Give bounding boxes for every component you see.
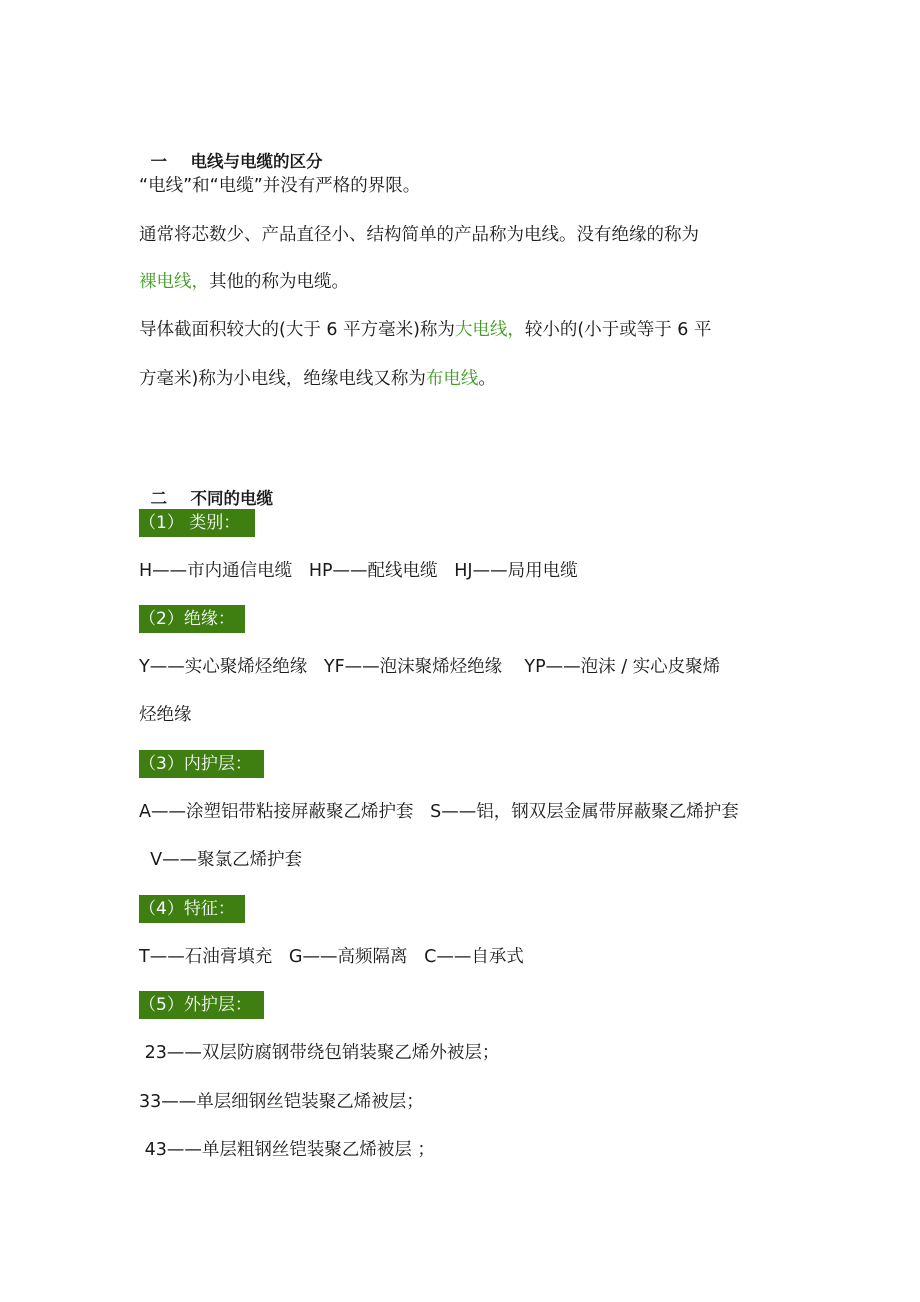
paragraph-1: “电线”和“电缆”并没有严格的界限。 [139,176,421,196]
section-2-number: 二 [150,489,167,508]
feature-label: （4）特征： [139,895,245,923]
outer-sheath-label: （5）外护层： [139,991,264,1019]
section-1-heading [139,126,323,174]
inner-sheath-line-1: A——涂塑铝带粘接屏蔽聚乙烯护套 S——铝，钢双层金属带屏蔽聚乙烯护套 [139,802,739,822]
inner-sheath-line-2: V——聚氯乙烯护套 [139,850,303,870]
paragraph-3-text-b: 较小的(小于或等于 6 平 [524,320,712,340]
category-label: （1） 类别： [139,509,255,537]
inner-sheath-label: （3）内护层： [139,750,264,778]
cloth-wire-term: 布电线 [425,369,479,389]
paragraph-3-line-2 [139,367,496,391]
section-1-title: 电线与电缆的区分 [190,152,323,171]
feature-text: T——石油膏填充 G——高频隔离 C——自承式 [139,947,524,967]
paragraph-2-line-2 [139,270,349,294]
bare-wire-term: 裸电线， [139,272,209,292]
section-2-title: 不同的电缆 [190,489,273,508]
section-2-heading [139,463,273,511]
category-text: H——市内通信电缆 HP——配线电缆 HJ——局用电缆 [139,561,578,581]
paragraph-2-line-1: 通常将芯数少、产品直径小、结构简单的产品称为电线。没有绝缘的称为 [139,225,699,245]
paragraph-3-line-1 [139,318,712,342]
insulation-label: （2）绝缘： [139,605,245,633]
insulation-line-2: 烃绝缘 [139,705,192,725]
insulation-line-1: Y——实心聚烯烃绝缘 YF——泡沫聚烯烃绝缘 YP——泡沫 / 实心皮聚烯 [139,657,721,677]
paragraph-2-rest: 其他的称为电缆。 [209,272,349,292]
section-1-number: 一 [150,152,167,171]
paragraph-3-text-c: 方毫米)称为小电线，绝缘电线又称为 [139,369,426,389]
paragraph-3-text-a: 导体截面积较大的(大于 6 平方毫米)称为 [139,320,455,340]
large-wire-term: 大电线， [454,320,525,340]
outer-sheath-line-1: 23——双层防腐钢带绕包销装聚乙烯外被层； [139,1043,500,1063]
outer-sheath-line-2: 33——单层细钢丝铠装聚乙烯被层； [139,1092,424,1112]
paragraph-3-text-d: 。 [478,369,496,389]
outer-sheath-line-3: 43——单层粗钢丝铠装聚乙烯被层 ； [139,1140,435,1160]
